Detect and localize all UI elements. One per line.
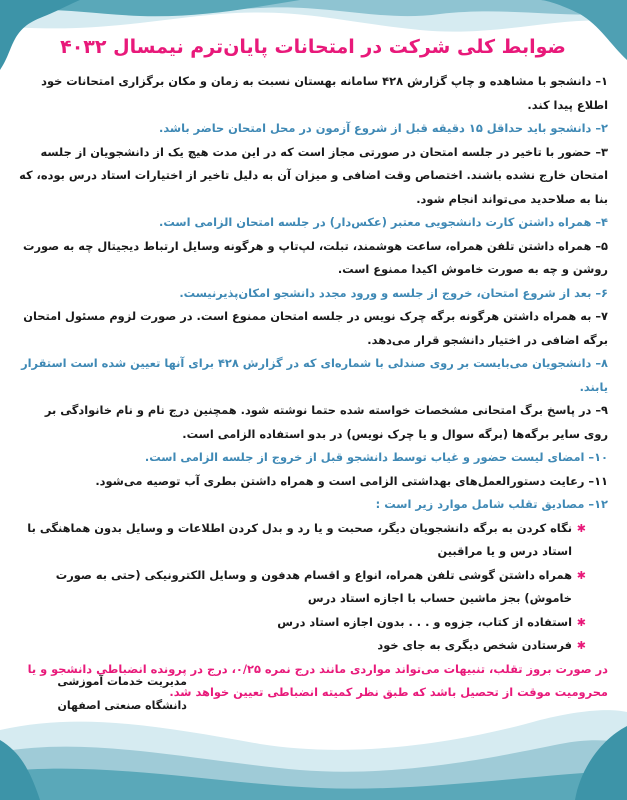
cheating-list xyxy=(18,517,608,658)
asterisk-icon: ✱ xyxy=(576,568,586,582)
rule-item: ۷– به همراه داشتن هرگونه برگه چرک نویس در جلسه امتحان ممنوع است. در صورت لزوم مسئول امتحان برگه اضافی در اختیار دانشجو قرار می‌دهد. xyxy=(23,309,608,347)
rule-item: ۳– حضور با تاخیر در جلسه امتحان در صورتی مجاز است که در این مدت هیچ یک از دانشجویان از جلسه امتحان خارج نشده باشند. اختصاص وقت اضافی و میزان آن به دلیل تاخیر از اختیارات استاد درس بوده، که بنا به صلاحدید می‌تواند انجام شود. xyxy=(19,144,608,206)
signature-university: دانشگاه صنعتی اصفهان xyxy=(57,699,187,712)
asterisk-icon: ✱ xyxy=(576,615,586,629)
document-body xyxy=(18,34,608,705)
rule-item: ۵– همراه داشتن تلفن همراه، ساعت هوشمند، تبلت، لپ‌تاپ و هرگونه وسایل ارتباط دیجیتال چه به صورت روشن و چه به صورت خاموش اکیدا ممنوع است. xyxy=(23,238,608,276)
rule-item: ۸– دانشجویان می‌بایست بر روی صندلی با شماره‌ای که در گزارش ۴۲۸ برای آنها تعیین شده است استقرار یابند. xyxy=(21,356,608,394)
rule-item: ۱۲– مصادیق تقلب شامل موارد زیر است : xyxy=(375,497,608,511)
asterisk-icon: ✱ xyxy=(576,639,586,652)
rule-item: ۱۰– امضای لیست حضور و غیاب توسط دانشجو قبل از خروج از جلسه الزامی است. xyxy=(144,450,608,464)
cheating-item: ✱ نگاه کردن به برگه دانشجویان دیگر، صحبت و یا رد و بدل کردن اطلاعات و وسایل بدون هماهنگی با استاد درس و یا مراقبین xyxy=(18,517,586,564)
page-title: ضوابط کلی شرکت در امتحانات پایان‌ترم نیمسال ۴۰۳۲ xyxy=(60,36,566,58)
rule-item: ۶– بعد از شروع امتحان، خروج از جلسه و ورود مجدد دانشجو امکان‌پذیرنیست. xyxy=(179,285,608,300)
asterisk-icon: ✱ xyxy=(576,521,586,535)
rule-item: ۴– همراه داشتن کارت دانشجویی معتبر (عکس‌دار) در جلسه امتحان الزامی است. xyxy=(159,215,608,229)
rules-list xyxy=(18,70,608,517)
rule-item: ۱۱– رعایت دستورالعمل‌های بهداشتی الزامی است و همراه داشتن بطری آب توصیه می‌شود. xyxy=(95,473,608,488)
penalty-note: در صورت بروز تقلب، تنبیهات می‌تواند مواردی مانند درج نمره ۰/۲۵، درج در پرونده انضباطی دانشجو و یا محرومیت موقت از تحصیل باشد که طبق نظر کمیته انضباطی تعیین خواهد شد. xyxy=(27,661,608,699)
signature-department: مدیریت خدمات آموزشی xyxy=(57,675,187,688)
rule-item: ۱– دانشجو با مشاهده و چاپ گزارش ۴۲۸ سامانه بهستان نسبت به زمان و مکان برگزاری امتحانات خود اطلاع پیدا کند. xyxy=(41,74,608,112)
rule-item: ۹– در پاسخ برگ امتحانی مشخصات خواسته شده حتما نوشته شود. همچنین درج نام و نام خانوادگی بر روی سایر برگه‌ها (برگه سوال و یا چرک نویس) در بدو استفاده الزامی است. xyxy=(44,403,608,441)
cheating-item: ✱ فرستادن شخص دیگری به جای خود xyxy=(18,634,586,658)
signature-block xyxy=(57,670,187,718)
cheating-item: ✱ استفاده از کتاب، جزوه و . . . بدون اجازه استاد درس xyxy=(18,611,586,635)
rule-item: ۲– دانشجو باید حداقل ۱۵ دقیقه قبل از شروع آزمون در محل امتحان حاضر باشد. xyxy=(159,121,608,135)
cheating-item: ✱ همراه داشتن گوشی تلفن همراه، انواع و اقسام هدفون و وسایل الکترونیکی (حتی به صورت خاموش) بجز ماشین حساب با اجازه استاد درس xyxy=(18,564,586,611)
